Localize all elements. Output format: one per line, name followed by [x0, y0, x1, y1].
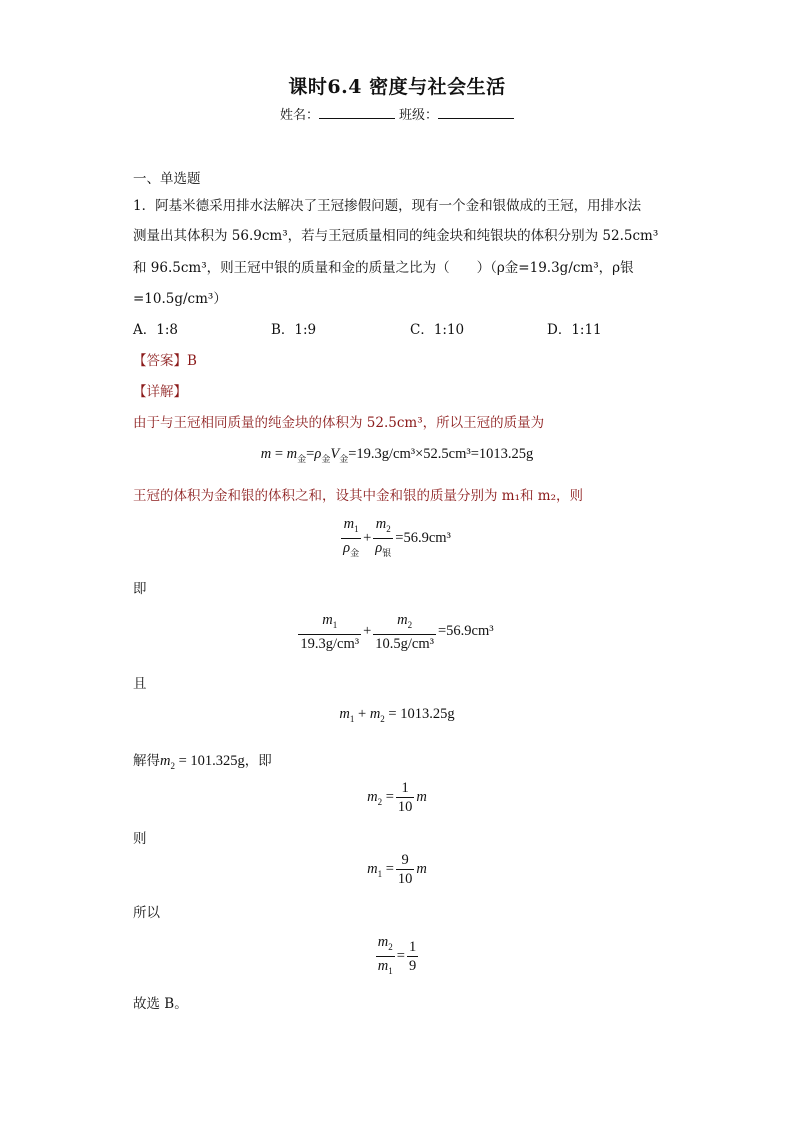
equation-volume: $\frac{m_1}{\rho_金}$ + $\frac{m_2}{\rho_银}$ =56.9cm³ — [0, 516, 794, 561]
conclusion: 故选 B。 — [133, 996, 188, 1012]
detail-label: 【详解】 — [133, 384, 187, 400]
question-line-1: 1．阿基米德采用排水法解决了王冠掺假问题，现有一个金和银做成的王冠，用排水法 — [133, 198, 642, 214]
class-blank — [438, 108, 514, 119]
question-line-2: 测量出其体积为 56.9cm³，若与王冠质量相同的纯金块和纯银块的体积分别为 52.5cm³ — [133, 228, 659, 244]
question-line-4: =10.5g/cm³） — [133, 291, 227, 307]
equation-volume-numeric: $\frac{m_1}{\text{19.3g/cm³}}$ + $\frac{m_2}{\text{10.5g/cm³}}$ =56.9cm³ — [300, 612, 494, 652]
section-heading: 一、单选题 — [133, 171, 201, 187]
solution-line-3: 即 — [133, 581, 147, 597]
solution-line-4: 且 — [133, 676, 147, 692]
class-label: 班级： — [399, 108, 439, 123]
equation-mass-sum: $m_1 + m_2 = 1013.25g$ — [339, 706, 455, 724]
fraction-gold: $\frac{m_1}{\rho_金}$ — [343, 516, 360, 558]
fraction-silver: $\frac{m_2}{\rho_银}$ — [375, 516, 392, 558]
name-label: 姓名： — [279, 108, 319, 123]
equation-mass-rest: =19.3g/cm³×52.5cm³=1013.25g — [348, 446, 534, 462]
solution-line-6: 则 — [133, 831, 147, 847]
question-line-3: 和 96.5cm³，则王冠中银的质量和金的质量之比为（ ）（ρ金=19.3g/cm³，ρ银 — [133, 260, 634, 276]
name-blank — [319, 108, 395, 119]
equation-mass: $m = m_金=\rho_金V_金=19.3g/cm^3\times 52.5cm^3=1013.25g$ — [260, 446, 534, 464]
page-title: 课时6.4 密度与社会生活 — [288, 76, 506, 98]
choice-d: D．1:11 — [547, 322, 602, 338]
solution-line-1: 由于与王冠相同质量的纯金块的体积为 52.5cm³，所以王冠的质量为 — [133, 415, 545, 431]
equation-m1: $m_1$ = $\frac{9}{10}$ m — [367, 852, 427, 887]
solution-line-2: 王冠的体积为金和银的体积之和，设其中金和银的质量分别为 m₁和 m₂，则 — [133, 488, 584, 504]
choice-a: A．1:8 — [133, 322, 178, 338]
choice-b: B．1:9 — [271, 322, 317, 338]
choice-c: C．1:10 — [410, 322, 465, 338]
solution-line-7: 所以 — [133, 905, 160, 921]
answer-label: 【答案】B — [133, 353, 197, 369]
equation-ratio: $\frac{m_2}{m_1}$ = $\frac{1}{9}$ — [377, 934, 417, 976]
solution-line-5: 解得$m_2 = 101.325g$，即 — [133, 753, 272, 771]
name-class-line — [0, 104, 794, 123]
equation-m2: $m_2$ = $\frac{1}{10}$ m — [367, 780, 427, 815]
